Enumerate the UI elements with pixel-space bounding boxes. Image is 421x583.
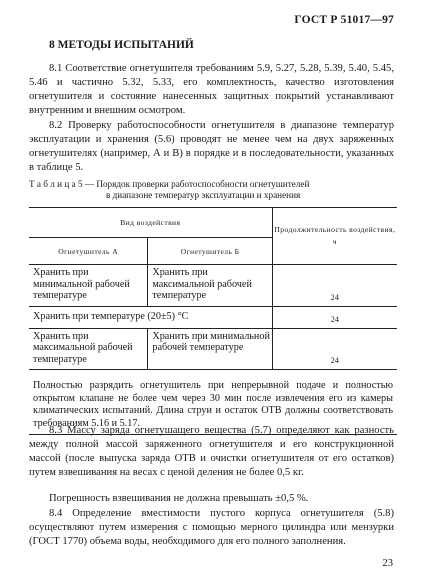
- row-1-extinguisher-b: Хранить при максимальной рабочей температуре: [148, 265, 272, 307]
- row-2-duration: 24: [272, 306, 397, 328]
- table-caption: [29, 179, 399, 201]
- table-row: [29, 306, 397, 328]
- column-group-header: Вид воздействия: [29, 208, 272, 238]
- paragraph-8-3: 8.3 Массу заряда огнетушащего вещества (5.7) определяют как разность между полной массой заряженного огнетушителя и его конструкционной массой (после выпуска заряда ОТВ и очистки огнетушителя от его остатков) путем взвешивания на весах с ценой деления не более 0,5 кг.: [29, 425, 394, 478]
- paragraph-8-3-accuracy: Погрешность взвешивания не должна превышать ±0,5 %.: [49, 493, 309, 504]
- paragraph-8-1: 8.1 Соответствие огнетушителя требованиям 5.9, 5.27, 5.28, 5.39, 5.40, 5.45, 5.46 и частично 5.32, 5.33, его комплектность, качество изготовления огнетушителя и состояние нанесенных защитных покрытий устанавливают внутренним и внешним осмотром.: [29, 63, 394, 116]
- duration-column-header: Продолжительность воздействия, ч: [272, 208, 397, 265]
- row-3-extinguisher-b: Хранить при минимальной рабочей температуре: [148, 328, 272, 370]
- row-3-extinguisher-a: Хранить при максимальной рабочей температуре: [29, 328, 148, 370]
- table-caption-line-1: Т а б л и ц а 5 — Порядок проверки работоспособности огнетушителей: [29, 179, 310, 189]
- table-note: Полностью разрядить огнетушитель при непрерывной подаче и полностью открытом клапане не более чем через 30 мин после извлечения его из камеры климатических испытаний. Длина струи и остаток ОТВ должны соответствовать требованиям 5.16 и 5.17.: [29, 370, 397, 435]
- section-title: 8 МЕТОДЫ ИСПЫТАНИЙ: [49, 39, 194, 51]
- row-2-both-extinguishers: Хранить при температуре (20±5) °С: [29, 306, 272, 328]
- table-row: [29, 265, 397, 307]
- extinguisher-a-header: Огнетушитель А: [29, 238, 148, 265]
- page-number: 23: [382, 558, 393, 569]
- paragraph-8-4: 8.4 Определение вместимости пустого корпуса огнетушителя (5.8) осуществляют путем измерения с помощью мерного цилиндра или мензурки (ГОСТ 1770) объема воды, необходимого для его полного заполнения.: [29, 508, 394, 547]
- row-1-extinguisher-a: Хранить при минимальной рабочей температуре: [29, 265, 148, 307]
- extinguisher-b-header: Огнетушитель Б: [148, 238, 272, 265]
- paragraph-8-2: 8.2 Проверку работоспособности огнетушителя в диапазоне температур эксплуатации и хранения (5.6) проводят не менее чем на двух заряженных огнетушителях (например, А и В) в порядке и в последовательности, указанных в таблице 5.: [29, 120, 394, 173]
- table-5: [29, 207, 397, 435]
- table-caption-line-2: в диапазоне температур эксплуатации и хранения: [106, 190, 301, 200]
- table-row: [29, 328, 397, 370]
- row-1-duration: 24: [330, 292, 339, 302]
- row-3-duration: 24: [272, 328, 397, 370]
- standard-code: ГОСТ Р 51017—97: [294, 14, 394, 26]
